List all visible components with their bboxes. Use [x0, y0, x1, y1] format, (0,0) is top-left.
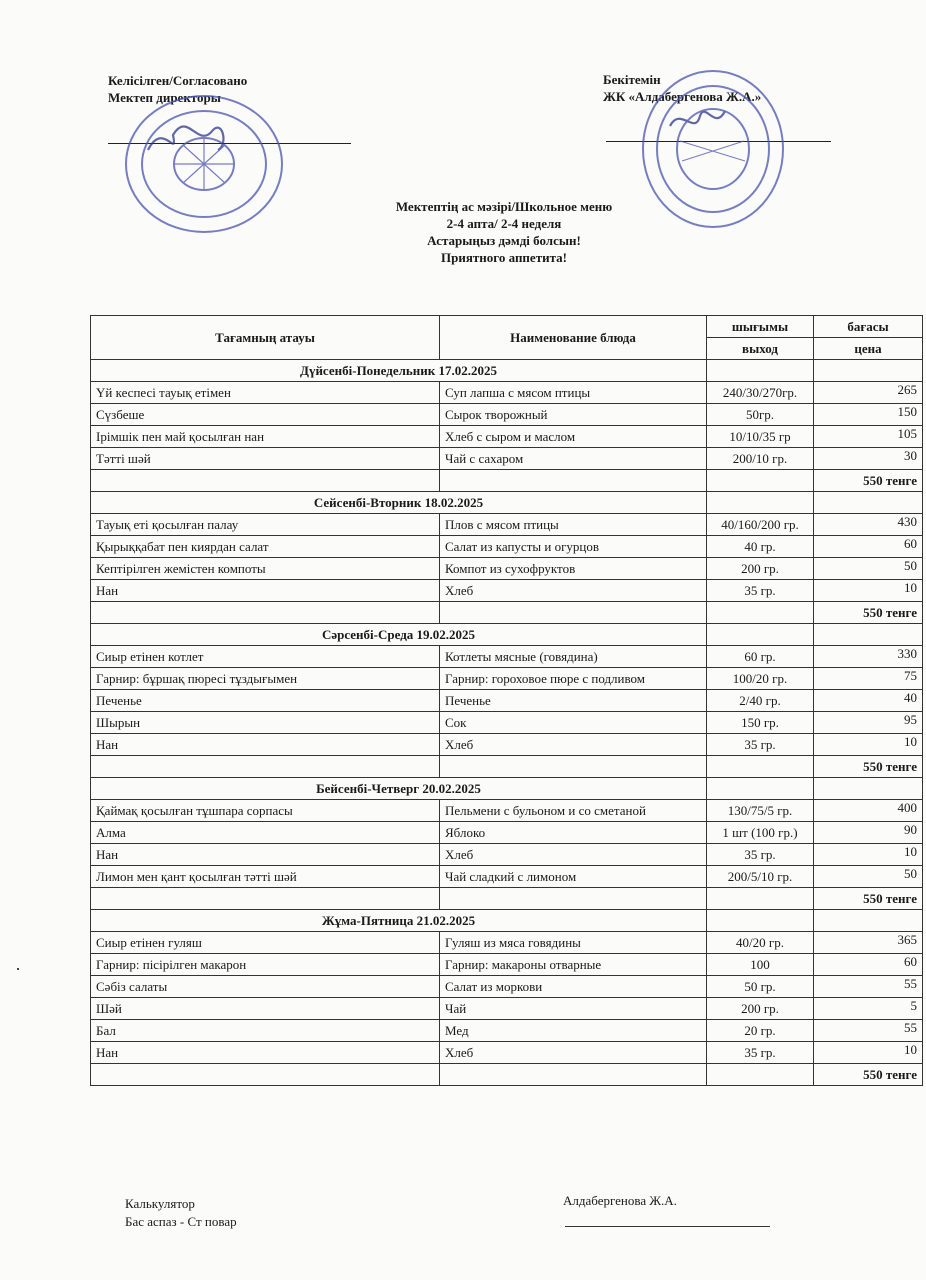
empty-cell [707, 910, 814, 932]
empty-cell [91, 470, 440, 492]
footer-signatory: Алдабергенова Ж.А. [563, 1193, 677, 1208]
dish-price: 30 [814, 448, 923, 470]
dish-name-ru: Салат из моркови [440, 976, 707, 998]
empty-cell [91, 756, 440, 778]
day-total-row [91, 1064, 923, 1086]
dish-name-kz: Гарнир: бұршақ пюресі тұздығымен [91, 668, 440, 690]
approval-label: Келісілген/Согласовано [108, 73, 248, 88]
dish-output: 10/10/35 гр [707, 426, 814, 448]
dish-name-kz: Сүзбеше [91, 404, 440, 426]
dish-price: 50 [814, 558, 923, 580]
dish-price: 430 [814, 514, 923, 536]
empty-cell [91, 888, 440, 910]
empty-cell [440, 602, 707, 624]
dish-price: 55 [814, 1020, 923, 1042]
day-total: 550 тенге [814, 470, 923, 492]
dish-name-ru: Суп лапша с мясом птицы [440, 382, 707, 404]
dish-price: 90 [814, 822, 923, 844]
dish-price: 400 [814, 800, 923, 822]
dish-output: 40 гр. [707, 536, 814, 558]
dish-name-kz: Лимон мен қант қосылған тәтті шәй [91, 866, 440, 888]
menu-item-row [91, 514, 923, 536]
menu-title-block [360, 198, 648, 266]
menu-item-row [91, 954, 923, 976]
approval-role: Мектеп директоры [108, 90, 221, 105]
dish-name-ru: Пельмени с бульоном и со сметаной [440, 800, 707, 822]
dish-name-ru: Хлеб [440, 734, 707, 756]
day-header-row [91, 360, 923, 382]
footer-signature-line [565, 1226, 770, 1227]
empty-cell [814, 360, 923, 382]
dish-name-ru: Яблоко [440, 822, 707, 844]
empty-cell [440, 756, 707, 778]
dish-price: 60 [814, 536, 923, 558]
empty-cell [91, 602, 440, 624]
day-total: 550 тенге [814, 602, 923, 624]
dish-output: 50гр. [707, 404, 814, 426]
day-total-row [91, 602, 923, 624]
menu-title: Мектептің ас мәзірі/Школьное меню [395, 199, 613, 214]
dish-output: 240/30/270гр. [707, 382, 814, 404]
menu-item-row [91, 932, 923, 954]
dish-name-kz: Шәй [91, 998, 440, 1020]
column-header-kz-name: Тағамның атауы [91, 316, 440, 360]
dish-output: 130/75/5 гр. [707, 800, 814, 822]
menu-item-row [91, 690, 923, 712]
greeting-kz: Астарыңыз дәмді болсын! [427, 233, 581, 248]
menu-item-row [91, 712, 923, 734]
empty-cell [814, 492, 923, 514]
menu-item-row [91, 1020, 923, 1042]
dish-name-ru: Компот из сухофруктов [440, 558, 707, 580]
day-title: Сәрсенбі-Среда 19.02.2025 [91, 624, 707, 646]
dish-price: 265 [814, 382, 923, 404]
column-header-output-kz: шығымы [707, 316, 814, 338]
dish-name-ru: Салат из капусты и огурцов [440, 536, 707, 558]
empty-cell [440, 888, 707, 910]
empty-cell [707, 624, 814, 646]
menu-item-row [91, 734, 923, 756]
menu-item-row [91, 844, 923, 866]
dish-output: 50 гр. [707, 976, 814, 998]
dish-output: 35 гр. [707, 1042, 814, 1064]
menu-item-row [91, 580, 923, 602]
chef-label: Бас аспаз - Ст повар [125, 1214, 237, 1229]
dish-price: 40 [814, 690, 923, 712]
day-total: 550 тенге [814, 756, 923, 778]
dish-name-ru: Сок [440, 712, 707, 734]
empty-cell [814, 910, 923, 932]
dish-name-kz: Ірімшік пен май қосылған нан [91, 426, 440, 448]
approver-name: ЖК «Алдабергенова Ж.А.» [603, 89, 762, 104]
dish-output: 40/160/200 гр. [707, 514, 814, 536]
column-header-price-ru: цена [814, 338, 923, 360]
dish-name-kz: Қырыққабат пен киярдан салат [91, 536, 440, 558]
day-total: 550 тенге [814, 888, 923, 910]
empty-cell [707, 756, 814, 778]
empty-cell [707, 492, 814, 514]
dish-name-ru: Хлеб [440, 580, 707, 602]
day-header-row [91, 624, 923, 646]
dish-name-kz: Сиыр етінен котлет [91, 646, 440, 668]
dish-price: 365 [814, 932, 923, 954]
dish-output: 60 гр. [707, 646, 814, 668]
dish-name-ru: Чай [440, 998, 707, 1020]
dish-name-ru: Котлеты мясные (говядина) [440, 646, 707, 668]
menu-item-row [91, 558, 923, 580]
empty-cell [707, 470, 814, 492]
dish-name-ru: Хлеб с сыром и маслом [440, 426, 707, 448]
dish-output: 200/5/10 гр. [707, 866, 814, 888]
dish-price: 55 [814, 976, 923, 998]
empty-cell [707, 778, 814, 800]
dish-output: 35 гр. [707, 844, 814, 866]
dish-name-kz: Нан [91, 844, 440, 866]
dish-name-kz: Тәтті шәй [91, 448, 440, 470]
dish-price: 10 [814, 844, 923, 866]
dish-output: 20 гр. [707, 1020, 814, 1042]
menu-item-row [91, 646, 923, 668]
empty-cell [707, 1064, 814, 1086]
column-header-output-ru: выход [707, 338, 814, 360]
empty-cell [91, 1064, 440, 1086]
menu-item-row [91, 800, 923, 822]
greeting-ru: Приятного аппетита! [441, 250, 567, 265]
company-seal-stamp [640, 66, 786, 232]
day-title: Сейсенбі-Вторник 18.02.2025 [91, 492, 707, 514]
menu-item-row [91, 822, 923, 844]
empty-cell [814, 778, 923, 800]
dish-price: 105 [814, 426, 923, 448]
dish-name-ru: Плов с мясом птицы [440, 514, 707, 536]
dish-output: 200/10 гр. [707, 448, 814, 470]
menu-item-row [91, 448, 923, 470]
dish-name-ru: Хлеб [440, 844, 707, 866]
dish-name-kz: Бал [91, 1020, 440, 1042]
empty-cell [707, 602, 814, 624]
day-header-row [91, 910, 923, 932]
dish-output: 40/20 гр. [707, 932, 814, 954]
day-total-row [91, 756, 923, 778]
dish-output: 200 гр. [707, 998, 814, 1020]
dish-name-kz: Сиыр етінен гуляш [91, 932, 440, 954]
dish-name-kz: Үй кеспесі тауық етімен [91, 382, 440, 404]
dish-price: 50 [814, 866, 923, 888]
menu-item-row [91, 998, 923, 1020]
empty-cell [440, 470, 707, 492]
scan-speck [17, 968, 19, 970]
menu-item-row [91, 536, 923, 558]
day-title: Дүйсенбі-Понедельник 17.02.2025 [91, 360, 707, 382]
dish-price: 5 [814, 998, 923, 1020]
dish-price: 150 [814, 404, 923, 426]
dish-name-kz: Алма [91, 822, 440, 844]
dish-name-kz: Тауық еті қосылған палау [91, 514, 440, 536]
day-total-row [91, 888, 923, 910]
day-title: Бейсенбі-Четверг 20.02.2025 [91, 778, 707, 800]
dish-name-ru: Гарнир: гороховое пюре с подливом [440, 668, 707, 690]
dish-name-ru: Гуляш из мяса говядины [440, 932, 707, 954]
column-header-price-kz: бағасы [814, 316, 923, 338]
dish-name-kz: Гарнир: пісірілген макарон [91, 954, 440, 976]
dish-name-ru: Чай сладкий с лимоном [440, 866, 707, 888]
dish-name-kz: Нан [91, 734, 440, 756]
dish-output: 35 гр. [707, 734, 814, 756]
dish-price: 75 [814, 668, 923, 690]
menu-item-row [91, 404, 923, 426]
dish-price: 60 [814, 954, 923, 976]
dish-name-kz: Нан [91, 580, 440, 602]
dish-output: 100 [707, 954, 814, 976]
dish-price: 95 [814, 712, 923, 734]
dish-output: 35 гр. [707, 580, 814, 602]
menu-item-row [91, 668, 923, 690]
menu-item-row [91, 976, 923, 998]
menu-week: 2-4 апта/ 2-4 неделя [446, 216, 562, 231]
approve-label: Бекітемін [603, 72, 661, 87]
day-total: 550 тенге [814, 1064, 923, 1086]
menu-table [90, 315, 923, 1086]
calculator-label: Калькулятор [125, 1196, 195, 1211]
dish-name-kz: Печенье [91, 690, 440, 712]
dish-output: 2/40 гр. [707, 690, 814, 712]
dish-name-ru: Гарнир: макароны отварные [440, 954, 707, 976]
school-seal-stamp [118, 90, 284, 234]
dish-price: 330 [814, 646, 923, 668]
menu-table-body [91, 360, 923, 1086]
dish-name-kz: Қаймақ қосылған тұшпара сорпасы [91, 800, 440, 822]
dish-name-ru: Мед [440, 1020, 707, 1042]
menu-item-row [91, 1042, 923, 1064]
footer-roles [125, 1195, 237, 1231]
dish-name-kz: Шырын [91, 712, 440, 734]
dish-name-ru: Сырок творожный [440, 404, 707, 426]
empty-cell [707, 888, 814, 910]
day-title: Жұма-Пятница 21.02.2025 [91, 910, 707, 932]
dish-name-ru: Печенье [440, 690, 707, 712]
menu-item-row [91, 382, 923, 404]
menu-item-row [91, 426, 923, 448]
dish-price: 10 [814, 580, 923, 602]
dish-name-ru: Хлеб [440, 1042, 707, 1064]
day-total-row [91, 470, 923, 492]
dish-price: 10 [814, 734, 923, 756]
dish-output: 200 гр. [707, 558, 814, 580]
column-header-ru-name: Наименование блюда [440, 316, 707, 360]
dish-output: 100/20 гр. [707, 668, 814, 690]
empty-cell [440, 1064, 707, 1086]
dish-name-ru: Чай с сахаром [440, 448, 707, 470]
empty-cell [814, 624, 923, 646]
dish-name-kz: Кептірілген жемістен компоты [91, 558, 440, 580]
menu-item-row [91, 866, 923, 888]
dish-output: 150 гр. [707, 712, 814, 734]
day-header-row [91, 778, 923, 800]
dish-price: 10 [814, 1042, 923, 1064]
day-header-row [91, 492, 923, 514]
dish-name-kz: Нан [91, 1042, 440, 1064]
dish-output: 1 шт (100 гр.) [707, 822, 814, 844]
empty-cell [707, 360, 814, 382]
dish-name-kz: Сәбіз салаты [91, 976, 440, 998]
